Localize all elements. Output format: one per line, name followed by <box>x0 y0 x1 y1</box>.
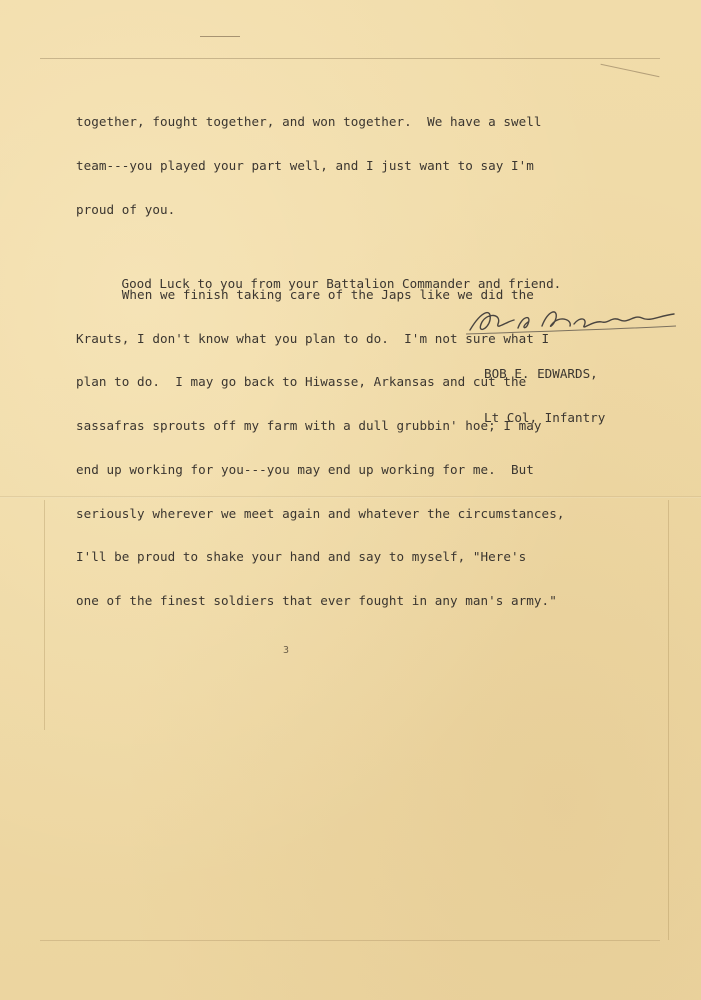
text-line: I'll be proud to shake your hand and say to myself, "Here's <box>76 549 527 565</box>
page-number: 3 <box>283 645 290 656</box>
handwritten-signature <box>462 300 682 340</box>
closing-line: Good Luck to you from your Battalion Commander and friend. <box>76 276 562 291</box>
paper-crease <box>44 500 45 730</box>
text-line: seriously wherever we meet again and whatever the circumstances, <box>76 505 565 521</box>
signature-name: BOB E. EDWARDS, <box>484 366 598 382</box>
text-line: When we finish taking care of the Japs like we did the <box>76 286 534 302</box>
signature-title: Lt Col, Infantry <box>484 409 606 425</box>
text-line: end up working for you---you may end up working for me. But <box>76 461 534 477</box>
signature-block <box>484 338 605 455</box>
text-line: team---you played your part well, and I just want to say I'm <box>76 157 534 173</box>
paper-edge-line <box>40 940 660 941</box>
text-line: together, fought together, and won together. We have a swell <box>76 114 542 130</box>
paragraph-1 <box>76 86 676 247</box>
text-line: plan to do. I may go back to Hiwasse, Arkansas and cut the <box>76 374 527 390</box>
text-line: Krauts, I don't know what you plan to do. I'm not sure what I <box>76 330 550 346</box>
paper-mark <box>200 36 240 37</box>
text-line: one of the finest soldiers that ever fought in any man's army." <box>76 593 557 609</box>
text-line: proud of you. <box>76 201 176 217</box>
paper-mark <box>601 64 660 77</box>
text-line: sassafras sprouts off my farm with a dull grubbin' hoe; I may <box>76 418 542 434</box>
paper-edge-line <box>40 58 660 59</box>
